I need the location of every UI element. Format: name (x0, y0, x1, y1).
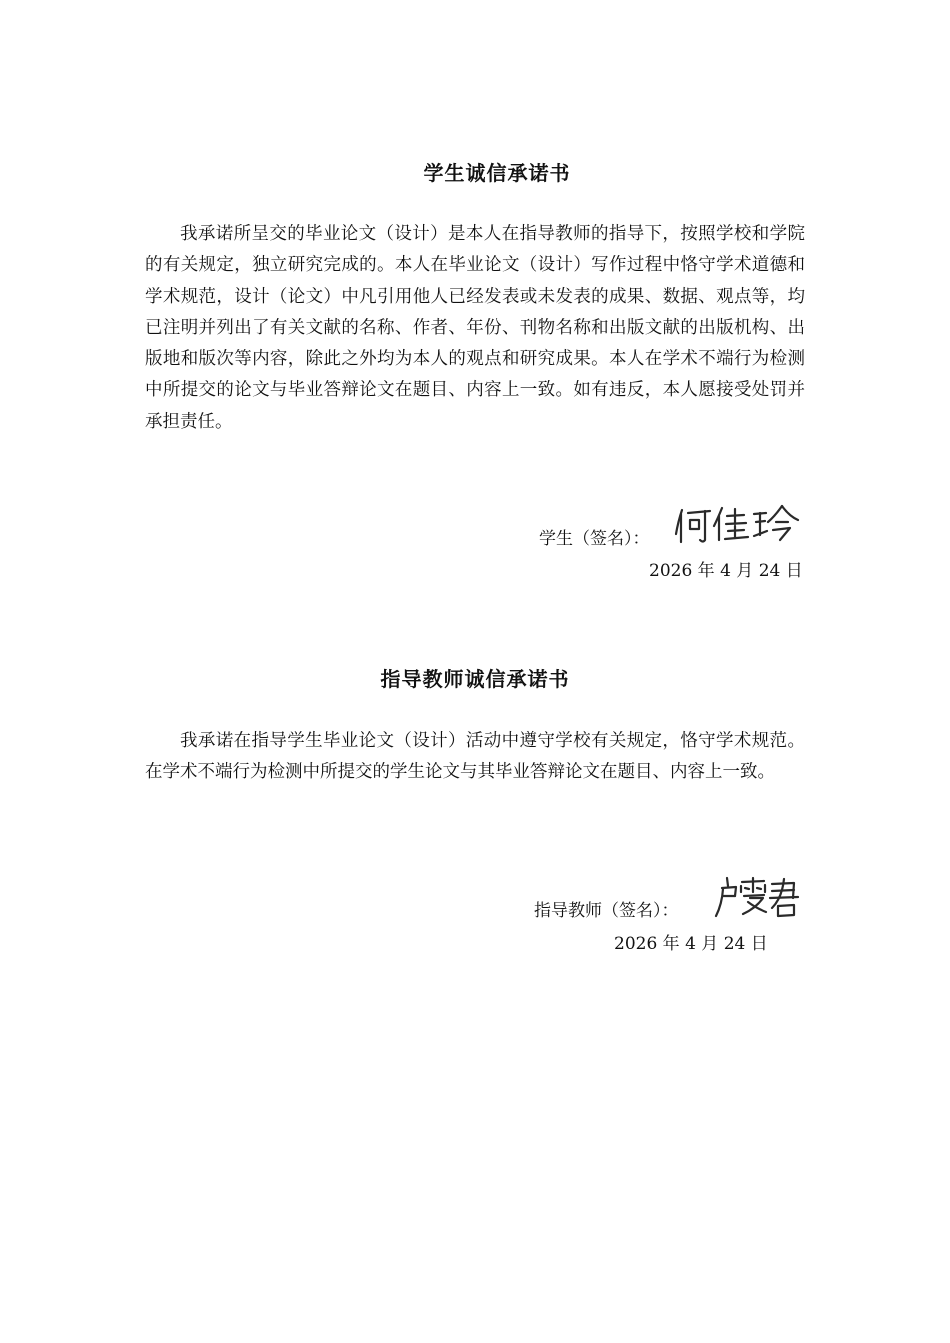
student-signature-label: 学生（签名）： (539, 529, 650, 549)
advisor-handwritten-signature (714, 874, 800, 920)
advisor-signature-label: 指导教师（签名）： (534, 901, 679, 921)
student-signature-date: 2026 年 4 月 24 日 (649, 561, 803, 581)
advisor-pledge-body: 我承诺在指导学生毕业论文（设计）活动中遵守学校有关规定，恪守学术规范。在学术不端行为检测中所提交的学生论文与其毕业答辩论文在题目、内容上一致。 (145, 731, 805, 783)
student-pledge-body: 我承诺所呈交的毕业论文（设计）是本人在指导教师的指导下，按照学校和学院的有关规定，独立研究完成的。本人在毕业论文（设计）写作过程中恪守学术道德和学术规范，设计（论文）中凡引用他人已经发表或未发表的成果、数据、观点等，均已注明并列出了有关文献的名称、作者、年份、刊物名称和出版文献的出版机构、出版地和版次等内容，除此之外均为本人的观点和研究成果。本人在学术不端行为检测中所提交的论文与毕业答辩论文在题目、内容上一致。如有违反，本人愿接受处罚并承担责任。 (145, 224, 805, 432)
student-pledge-title: 学生诚信承诺书 (423, 161, 571, 185)
advisor-pledge-title: 指导教师诚信承诺书 (380, 667, 570, 691)
student-handwritten-signature (672, 500, 802, 546)
advisor-signature-date: 2026 年 4 月 24 日 (614, 934, 768, 954)
